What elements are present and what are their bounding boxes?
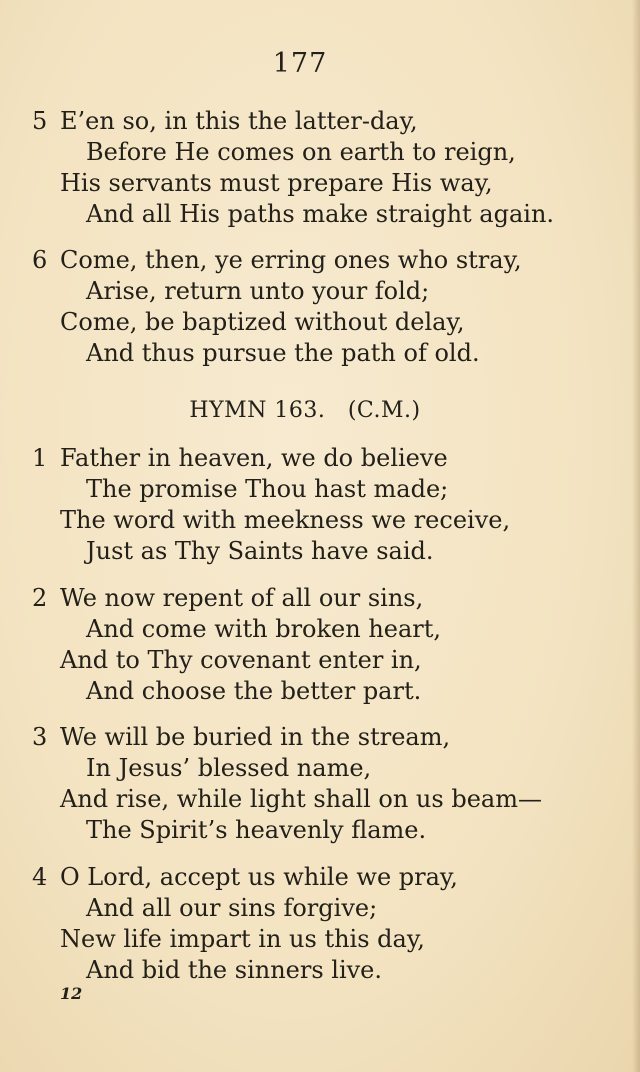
verse-line: Just as Thy Saints have said. — [86, 537, 434, 565]
signature-mark: 12 — [60, 984, 83, 1003]
verse-line: O Lord, accept us while we pray, — [60, 863, 458, 891]
verse-line: And choose the better part. — [86, 677, 422, 705]
verse-number: 1 — [32, 444, 48, 472]
hymn-title: HYMN 163. (C.M.) — [189, 398, 421, 423]
verse-line: Arise, return unto your fold; — [86, 277, 430, 305]
verse-line: And bid the sinners live. — [86, 956, 383, 984]
verse-line: And all His paths make straight again. — [86, 200, 555, 228]
verse-line: The word with meekness we receive, — [60, 506, 511, 534]
verse-line: The promise Thou hast made; — [86, 475, 449, 503]
verse-number: 2 — [32, 584, 48, 612]
verse-line: Before He comes on earth to reign, — [86, 138, 516, 166]
verse-number: 3 — [32, 723, 48, 751]
verse-line: His servants must prepare His way, — [60, 169, 493, 197]
verse-number: 4 — [32, 863, 48, 891]
verse-line: And all our sins forgive; — [86, 894, 378, 922]
verse-line: We now repent of all our sins, — [60, 584, 424, 612]
verse-line: In Jesus’ blessed name, — [86, 754, 372, 782]
verse-line: The Spirit’s heavenly flame. — [86, 816, 427, 844]
verse-line: Father in heaven, we do believe — [60, 444, 448, 472]
verse-number: 5 — [32, 107, 48, 135]
verse-line: And to Thy covenant enter in, — [60, 646, 422, 674]
verse-line: New life impart in us this day, — [60, 925, 425, 953]
verse-number: 6 — [32, 246, 48, 274]
page-edge-shadow — [632, 0, 640, 1072]
verse-line: We will be buried in the stream, — [60, 723, 451, 751]
verse-line: Come, be baptized without delay, — [60, 308, 465, 336]
verse-line: E’en so, in this the latter-day, — [60, 107, 418, 135]
verse-line: Come, then, ye erring ones who stray, — [60, 246, 522, 274]
verse-line: And come with broken heart, — [86, 615, 442, 643]
verse-line: And rise, while light shall on us beam— — [60, 785, 542, 813]
verse-line: And thus pursue the path of old. — [86, 339, 480, 367]
page-number: 177 — [272, 48, 328, 79]
